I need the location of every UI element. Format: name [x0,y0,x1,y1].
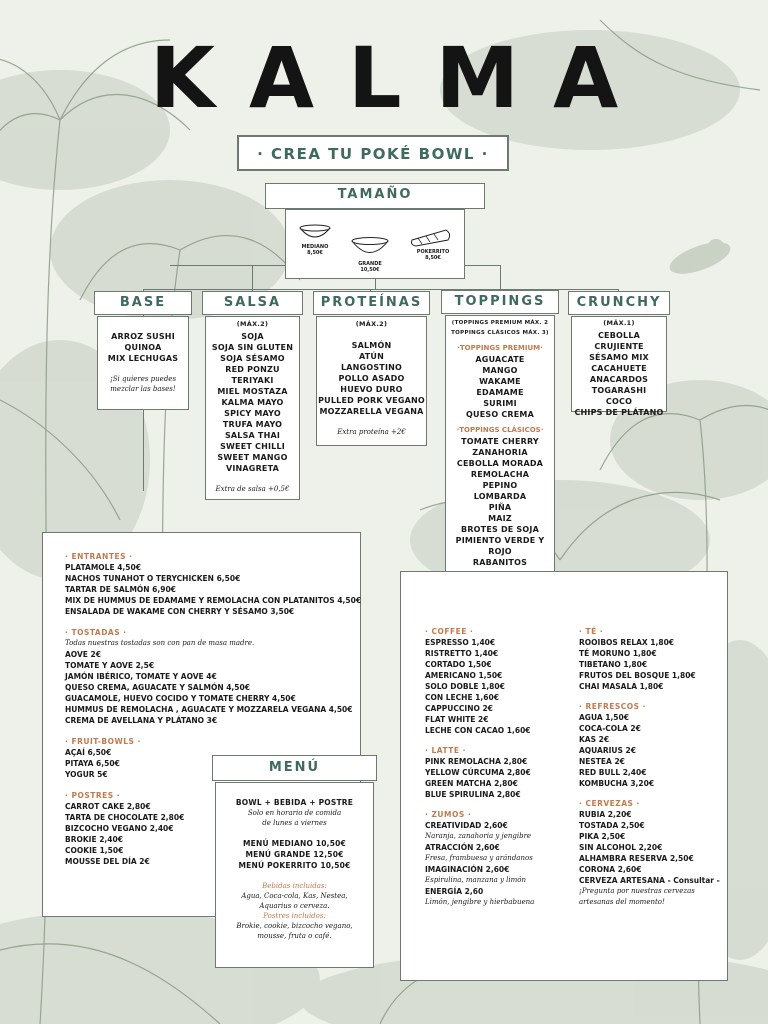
size-pokerrito: POKERRITO 8,50€ [416,249,450,261]
tostadas-note: Todas nuestras tostadas son con pan de masa madre. [65,639,255,647]
crunchy-max: (MÁX.1) [603,319,635,327]
toppings-max: (TOPPINGS PREMIUM MÁX. 2 [451,320,549,326]
tostada-item: GUACAMOLE, HUEVO COCIDO Y TOMATE CHERRY 4,50€ [65,694,296,703]
proteina-item: POLLO ASADO [338,374,405,383]
cerveza-item: CORONA 2,60€ [579,865,642,874]
cervezas-title: · CERVEZAS · [579,799,640,808]
postre-item: COOKIE 1,50€ [65,846,124,855]
salsa-box [205,316,300,500]
salsa-header [202,291,303,315]
pokerrito-icon [408,226,454,248]
te-item: ROOIBOS RELAX 1,80€ [579,638,675,647]
toppings-max: TOPPINGS CLÁSICOS MÁX. 3) [451,330,549,336]
brand-logo: KALMA [149,29,653,127]
topping-clasico-item: PIÑA [488,503,512,512]
topping-premium-item: MANGO [482,366,518,375]
coffee-item: ESPRESSO 1,40€ [425,638,496,647]
postre-item: BIZCOCHO VEGANO 2,40€ [65,824,174,833]
crunchy-item: TOGARASHI [591,386,647,395]
toppings-title: TOPPINGS [454,294,546,309]
menu-price: MENÚ GRANDE 12,50€ [245,850,344,859]
size-mediano: MEDIANO 8,50€ [301,244,329,256]
topping-clasico-item: CEBOLLA MORADA [456,459,544,468]
proteina-item: ATÚN [358,352,385,361]
te-item: TÉ MORUNO 1,80€ [579,649,657,658]
base-note: mezclar las bases! [110,385,176,393]
menu-line: Solo en horario de comida [247,809,342,817]
tostada-item: JAMÓN IBÉRICO, TOMATE Y AOVE 4€ [65,672,217,681]
menu-header [212,755,377,781]
postres-incl-text: Brokie, cookie, bizcocho vegano, [236,922,353,930]
artesana-note: artesanas del momento! [579,898,665,906]
refresco-item: AQUARIUS 2€ [579,746,636,755]
postre-item: CARROT CAKE 2,80€ [65,802,151,811]
base-box [97,316,189,410]
topping-premium-item: WAKAME [479,377,521,386]
refresco-item: AGUA 1,50€ [579,713,629,722]
postre-item: MOUSSE DEL DÍA 2€ [65,857,150,866]
topping-clasico-item: LOMBARDA [473,492,527,501]
tostada-item: QUESO CREMA, AGUACATE Y SALMÓN 4,50€ [65,683,250,692]
salsa-item: RED PONZU [225,365,280,374]
salsa-item: MIEL MOSTAZA [217,387,288,396]
zumos-title: · ZUMOS · [425,810,472,819]
toppings-box [445,315,555,598]
cerveza-item: TOSTADA 2,50€ [579,821,645,830]
proteina-item: PULLED PORK VEGANO [318,396,425,405]
menu-box [215,782,374,968]
connector [465,265,500,266]
connector [252,265,253,291]
proteinas-max: (MÁX.2) [355,320,388,328]
size-grande: GRANDE 10,50€ [358,261,382,273]
zumo-item: ENERGÍA 2,60 [425,887,484,896]
crunchy-title: CRUNCHY [576,295,662,310]
postres-incl-text: mousse, fruta o café. [257,932,332,940]
coffee-item: AMERICANO 1,50€ [425,671,503,680]
coffee-item: CAPPUCCINO 2€ [425,704,493,713]
topping-clasico-item: PIMIENTO VERDE Y ROJO [455,536,545,556]
zumo-item: CREATIVIDAD 2,60€ [425,821,508,830]
entrante-item: NACHOS TUNAHOT O TERYCHICKEN 6,50€ [65,574,241,583]
zumo-item: IMAGINACIÓN 2,60€ [425,865,510,874]
coffee-item: CORTADO 1,50€ [425,660,492,669]
salsa-item: TRUFA MAYO [222,420,283,429]
tostadas-title: · TOSTADAS · [65,628,127,637]
proteina-item: HUEVO DURO [340,385,403,394]
salsa-title: SALSA [223,295,282,310]
latte-item: GREEN MATCHA 2,80€ [425,779,518,788]
tostada-item: CREMA DE AVELLANA Y PLÁTANO 3€ [65,716,218,725]
cerveza-item: PIKA 2,50€ [579,832,626,841]
base-title: BASE [119,295,167,310]
drinks-col-left [425,626,534,908]
refrescos-title: · REFRESCOS · [579,702,647,711]
base-item: QUINOA [124,343,162,352]
te-item: FRUTOS DEL BOSQUE 1,80€ [579,671,696,680]
postre-item: TARTA DE CHOCOLATE 2,80€ [65,813,185,822]
te-item: TIBETANO 1,80€ [579,660,648,669]
salsa-item: SALSA THAI [224,431,281,440]
salsa-max: (MÁX.2) [236,320,269,328]
toppings-clasicos-title: ·TOPPINGS CLÁSICOS· [456,426,544,434]
fruit-bowl-item: YOGUR 5€ [65,770,108,779]
bebidas-text: Agua, Coca-cola, Kas, Nestea, [241,892,348,900]
refresco-item: KAS 2€ [579,735,610,744]
bebidas-title: Bebidas incluidas: [262,882,327,890]
drinks-menu-box [400,571,728,981]
entrante-item: TARTAR DE SALMÓN 6,90€ [65,585,176,594]
crunchy-header [568,291,670,315]
coffee-item: CON LECHE 1,60€ [425,693,499,702]
entrante-item: PLATAMOLE 4,50€ [65,563,141,572]
crunchy-item: COCO [605,397,633,406]
menu-price: MENÚ MEDIANO 10,50€ [243,839,346,848]
cerveza-artesana: CERVEZA ARTESANA - Consultar - [579,876,720,885]
tamano-sizes-box [285,209,465,279]
crunchy-item: CACAHUETE [591,364,647,373]
fruit-bowl-item: AÇAÍ 6,50€ [65,748,112,757]
te-item: CHAI MASALA 1,80€ [579,682,664,691]
salsa-item: TERIYAKI [231,376,274,385]
proteinas-title: PROTEÍNAS [320,295,423,310]
salsa-item: SOJA SÉSAMO [220,354,285,363]
fruit-bowl-item: PITAYA 6,50€ [65,759,120,768]
latte-item: BLUE SPIRULINA 2,80€ [425,790,521,799]
coffee-item: RISTRETTO 1,40€ [425,649,499,658]
crunchy-item: SÉSAMO MIX [589,353,649,362]
proteina-item: LANGOSTINO [340,363,403,372]
refresco-item: RED BULL 2,40€ [579,768,647,777]
tostada-item: HUMMUS DE REMOLACHA , AGUACATE Y MOZZARELA VEGANA 4,50€ [65,705,353,714]
coffee-item: FLAT WHITE 2€ [425,715,489,724]
artesana-note: ¡Pregunta por nuestras cervezas [579,887,695,895]
fruit-bowls-title: · FRUIT-BOWLS · [65,737,141,746]
toppings-header [441,290,559,314]
crunchy-item: CEBOLLA CRUJIENTE [594,331,644,351]
menu-line: BOWL + BEBIDA + POSTRE [235,798,354,807]
base-item: MIX LECHUGAS [107,354,179,363]
entrante-item: ENSALADA DE WAKAME CON CHERRY Y SÉSAMO 3,50€ [65,607,295,616]
crea-tu-poke-bowl-banner: · CREA TU POKÉ BOWL · [237,135,509,171]
proteina-item: SALMÓN [351,341,392,350]
crunchy-item: CHIPS DE PLÁTANO [574,408,664,417]
zumo-desc: Espirulina, manzana y limón [425,876,526,884]
topping-clasico-item: BROTES DE SOJA [461,525,539,534]
crunchy-box [571,316,667,417]
topping-clasico-item: PEPINO [482,481,518,490]
bebidas-text: Aquarius o cerveza. [259,902,330,910]
cerveza-item: ALHAMBRA RESERVA 2,50€ [579,854,694,863]
entrantes-title: · ENTRANTES · [65,552,133,561]
salsa-item: KALMA MAYO [221,398,284,407]
zumo-desc: Limón, jengibre y hierbabuena [425,898,535,906]
zumo-desc: Fresa, frambuesa y arándanos [425,854,533,862]
base-note: ¡Si quieres puedes [109,375,177,383]
topping-premium-item: EDAMAME [476,388,524,397]
latte-title: · LATTE · [425,746,466,755]
coffee-item: SOLO DOBLE 1,80€ [425,682,505,691]
topping-premium-item: AGUACATE [475,355,525,364]
refresco-item: NESTEA 2€ [579,757,625,766]
connector [170,265,285,266]
zumo-item: ATRACCIÓN 2,60€ [425,843,500,852]
topping-premium-item: SURIMI [483,399,517,408]
bowl-grande-icon [350,236,390,258]
menu-line: de lunes a viernes [262,819,327,827]
connector [375,279,376,289]
salsa-item: VINAGRETA [225,464,280,473]
te-title: · TÉ · [579,627,604,636]
menu-title: MENÚ [268,760,321,775]
topping-clasico-item: MAIZ [488,514,512,523]
topping-clasico-item: ZANAHORIA [472,448,528,457]
zumo-desc: Naranja, zanahoria y jengibre [425,832,532,840]
crunchy-item: ANACARDOS [589,375,649,384]
proteinas-box [316,316,427,446]
refresco-item: COCA-COLA 2€ [579,724,641,733]
refresco-item: KOMBUCHA 3,20€ [579,779,655,788]
proteinas-header [313,291,430,315]
cerveza-item: SIN ALCOHOL 2,20€ [579,843,663,852]
entrante-item: MIX DE HUMMUS DE EDAMAME Y REMOLACHA CON PLATANITOS 4,50€ [65,596,362,605]
drinks-col-right [579,626,720,908]
latte-item: PINK REMOLACHA 2,80€ [425,757,528,766]
base-header [94,291,192,315]
bowl-mediano-icon [298,224,332,242]
topping-clasico-item: REMOLACHA [470,470,530,479]
salsa-item: SPICY MAYO [224,409,281,418]
topping-premium-item: QUESO CREMA [466,410,534,419]
proteinas-extra: Extra proteína +2€ [337,428,406,436]
menu-price: MENÚ POKERRITO 10,50€ [238,861,351,870]
cerveza-item: RUBIA 2,20€ [579,810,632,819]
salsa-item: SOJA SIN GLUTEN [211,343,294,352]
base-item: ARROZ SUSHI [111,332,175,341]
postres-title: · POSTRES · [65,791,121,800]
postre-item: BROKIE 2,40€ [65,835,123,844]
coffee-item: LECHE CON CACAO 1,60€ [425,726,531,735]
tamano-title: TAMAÑO [337,187,413,202]
tamano-box [265,183,485,209]
tostada-item: AOVE 2€ [65,650,101,659]
connector [500,265,501,291]
topping-clasico-item: TOMATE CHERRY [461,437,539,446]
salsa-extra: Extra de salsa +0,5€ [215,485,290,493]
toppings-premium-title: ·TOPPINGS PREMIUM· [457,344,543,352]
salsa-item: SWEET MANGO [217,453,288,462]
coffee-title: · COFFEE · [425,627,474,636]
salsa-item: SOJA [241,332,264,341]
salsa-item: SWEET CHILLI [220,442,285,451]
topping-clasico-item: RABANITOS [472,558,528,567]
latte-item: YELLOW CÚRCUMA 2,80€ [425,768,531,777]
postres-incl-title: Postres incluidos: [263,912,326,920]
tostada-item: TOMATE Y AOVE 2,5€ [65,661,155,670]
proteina-item: MOZZARELLA VEGANA [319,407,424,416]
